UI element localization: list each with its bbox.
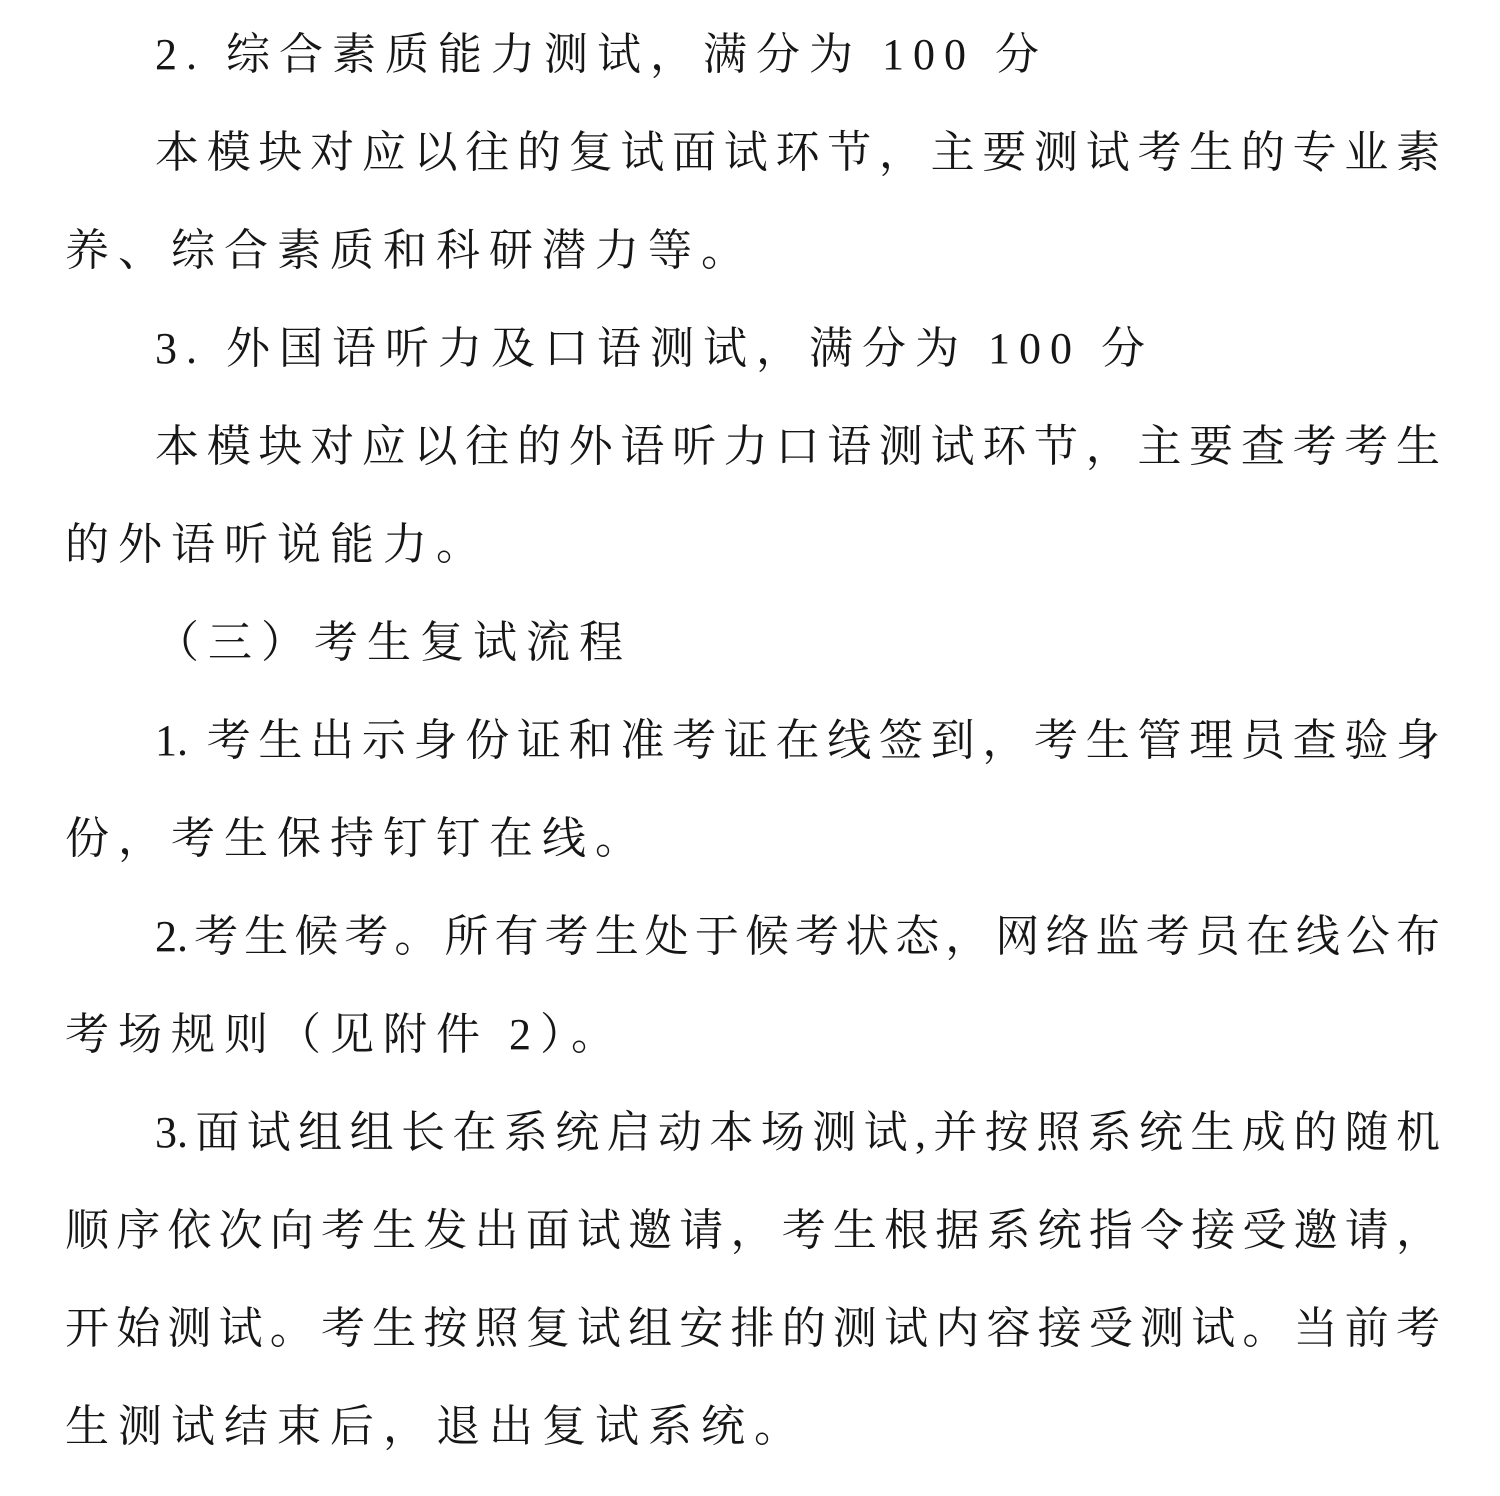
- text-line: 本模块对应以往的外语听力口语测试环节，主要查考考生: [155, 422, 1440, 471]
- text-line: 2.考生候考。所有考生处于候考状态，网络监考员在线公布: [155, 912, 1440, 961]
- text-line: 顺序依次向考生发出面试邀请，考生根据系统指令接受邀请，: [65, 1206, 1440, 1255]
- text-line: 考场规则（见附件 2）。: [65, 1010, 624, 1059]
- text-line: 1. 考生出示身份证和准考证在线签到，考生管理员查验身: [155, 716, 1440, 765]
- text-line: 生测试结束后，退出复试系统。: [65, 1402, 807, 1451]
- text-line: 3.面试组组长在系统启动本场测试,并按照系统生成的随机: [155, 1108, 1440, 1157]
- text-line: 开始测试。考生按照复试组安排的测试内容接受测试。当前考: [65, 1304, 1440, 1353]
- text-line: （三）考生复试流程: [155, 618, 632, 667]
- text-line: 3. 外国语听力及口语测试，满分为 100 分: [155, 324, 1154, 373]
- text-line: 养、综合素质和科研潜力等。: [65, 226, 754, 275]
- text-line: 2. 综合素质能力测试，满分为 100 分: [155, 30, 1048, 79]
- text-line: 本模块对应以往的复试面试环节，主要测试考生的专业素: [155, 128, 1440, 177]
- document-body: [65, 6, 1440, 1476]
- text-line: 份，考生保持钉钉在线。: [65, 814, 648, 863]
- text-line: 的外语听说能力。: [65, 520, 489, 569]
